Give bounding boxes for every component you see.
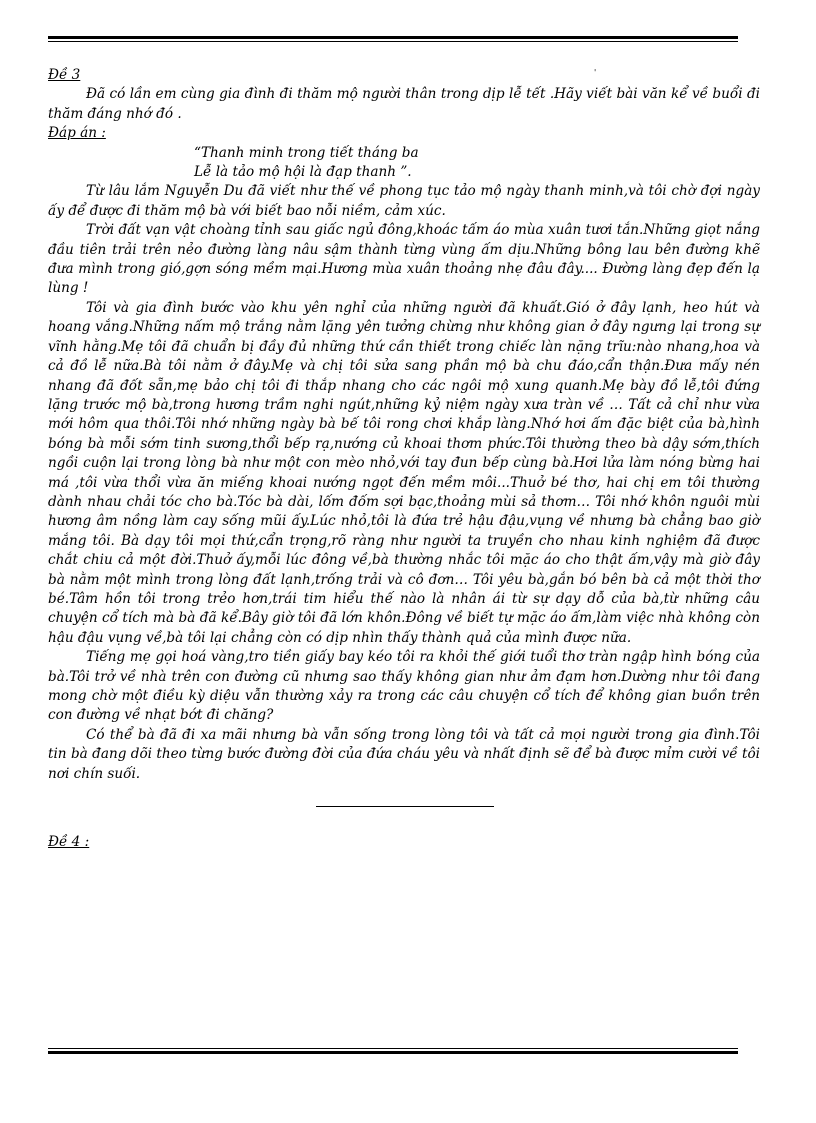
poem-line: Lễ là tảo mộ hội là đạp thanh ”. <box>194 164 412 181</box>
poem-line: “Thanh minh trong tiết tháng ba <box>194 144 419 161</box>
bottom-border-rule <box>48 1048 738 1054</box>
stray-mark: ' <box>594 68 597 77</box>
essay-paragraph: Từ lâu lắm Nguyễn Du đã viết như thế về phong tục tảo mộ ngày thanh minh,và tôi chờ đợi ngày ấy để được đi thăm mộ bà với biết bao nỗi niềm, cảm xúc. <box>48 183 760 219</box>
essay-paragraph: Có thể bà đã đi xa mãi nhưng bà vẫn sống trong lòng tôi và tất cả mọi người trong gia đình.Tôi tin bà đang dõi theo từng bước đường đời của đứa cháu yêu và nhất định sẽ để bà được mỉm cười về tôi nơi chín suối. <box>48 726 760 782</box>
exam-prompt: Đã có lần em cùng gia đình đi thăm mộ người thân trong dịp lễ tết .Hãy viết bài văn kể về buổi đi thăm đáng nhớ đó . <box>48 86 760 122</box>
section-separator <box>316 806 494 807</box>
exam-title: Đề 3 <box>48 67 81 83</box>
essay-paragraph: Trời đất vạn vật choàng tỉnh sau giấc ngủ đông,khoác tấm áo mùa xuân tươi tắn.Những giọt nắng đầu tiên trải trên nẻo đường làng nâu sậm thành từng vùng ấm dịu.Những bông lau bên đường khẽ đưa mình trong gió,gợn sóng mềm mại.Hương mùa xuân thoảng nhẹ đâu đây.... Đường làng đẹp đến lạ lùng ! <box>48 222 760 297</box>
top-border-rule <box>48 36 738 42</box>
next-exam-title: Đề 4 : <box>48 834 90 851</box>
document-body <box>48 66 760 852</box>
essay-paragraph: Tiếng mẹ gọi hoá vàng,tro tiền giấy bay kéo tôi ra khỏi thế giới tuổi thơ tràn ngập hình bóng của bà.Tôi trở về nhà trên con đường cũ nhưng sao thấy không gian như ảm đạm hơn.Dường như tôi đang mong chờ một điều kỳ diệu vẫn thường xảy ra trong các câu chuyện cổ tích để không gian buồn trên con đường về nhạt bớt đi chăng? <box>48 649 760 724</box>
answer-label: Đáp án : <box>48 125 106 142</box>
essay-paragraph: Tôi và gia đình bước vào khu yên nghỉ của những người đã khuất.Gió ở đây lạnh, heo hút và hoang vắng.Những nấm mộ trắng nằm lặng yên tưởng chừng như không gian ở đây ngưng lại trong sự vĩnh hằng.Mẹ tôi đã chuẩn bị đầy đủ những thứ cần thiết trong chiếc làn nặng trĩu:nào nhang,hoa và cả đồ lễ nữa.Bà tôi nằm ở đây.Mẹ và chị tôi sửa sang phần mộ bà chu đáo,cẩn thận.Đưa mấy nén nhang đã đốt sẵn,mẹ bảo chị tôi đi thắp nhang cho các ngôi mộ xung quanh.Mẹ bày đồ lễ,tôi đứng lặng trước mộ bà,trong hương trầm nghi ngút,những kỷ niệm ngày xưa tràn về … Tất cả chỉ như vừa mới hôm qua thôi.Tôi nhớ những ngày bà bế tôi rong chơi khắp làng.Nhớ hơi ấm đặc biệt của bà,hình bóng bà mỗi sớm tinh sương,thổi bếp rạ,nướng củ khoai thơm phức.Tôi thường theo bà dậy sớm,thích ngồi cuộn lại trong lòng bà như một con mèo nhỏ,với tay đun bếp cùng bà.Hơi lửa làm nóng bừng hai má ,tôi vừa thổi vừa ăn miếng khoai nướng ngọt đến mềm môi...Thuở bé thơ, hai chị em tôi thường dành nhau chải tóc cho bà.Tóc bà dài, lốm đốm sợi bạc,thoảng mùi sả thơm… Tôi nhớ khôn nguôi mùi hương âm nồng làm cay sống mũi ấy.Lúc nhỏ,tôi là đứa trẻ hậu đậu,vụng về nhưng bà chẳng bao giờ mắng tôi. Bà dạy tôi mọi thứ,cẩn trọng,rõ ràng như người ta truyền cho nhau kinh nghiệm đã được chắt chiu cả một đời.Thuở ấy,mỗi lúc đông về,bà thường nhắc tôi mặc áo cho thật ấm,vậy mà giờ đây bà nằm một mình trong lòng đất lạnh,trống trải và cô đơn… Tôi yêu bà,gắn bó bên bà cả một thời thơ bé.Tâm hồn tôi trong trẻo hơn,trái tim hiểu thế nào là nhân ái từ sự dạy dỗ của bà,từ những câu chuyện cổ tích mà bà đã kể.Bây giờ tôi đã lớn khôn.Đông về biết tự mặc áo ấm,làm việc nhà không còn hậu đậu vụng về,bà tôi lại chẳng còn có dịp nhìn thấy thành quả của mình được nữa. <box>48 299 760 646</box>
